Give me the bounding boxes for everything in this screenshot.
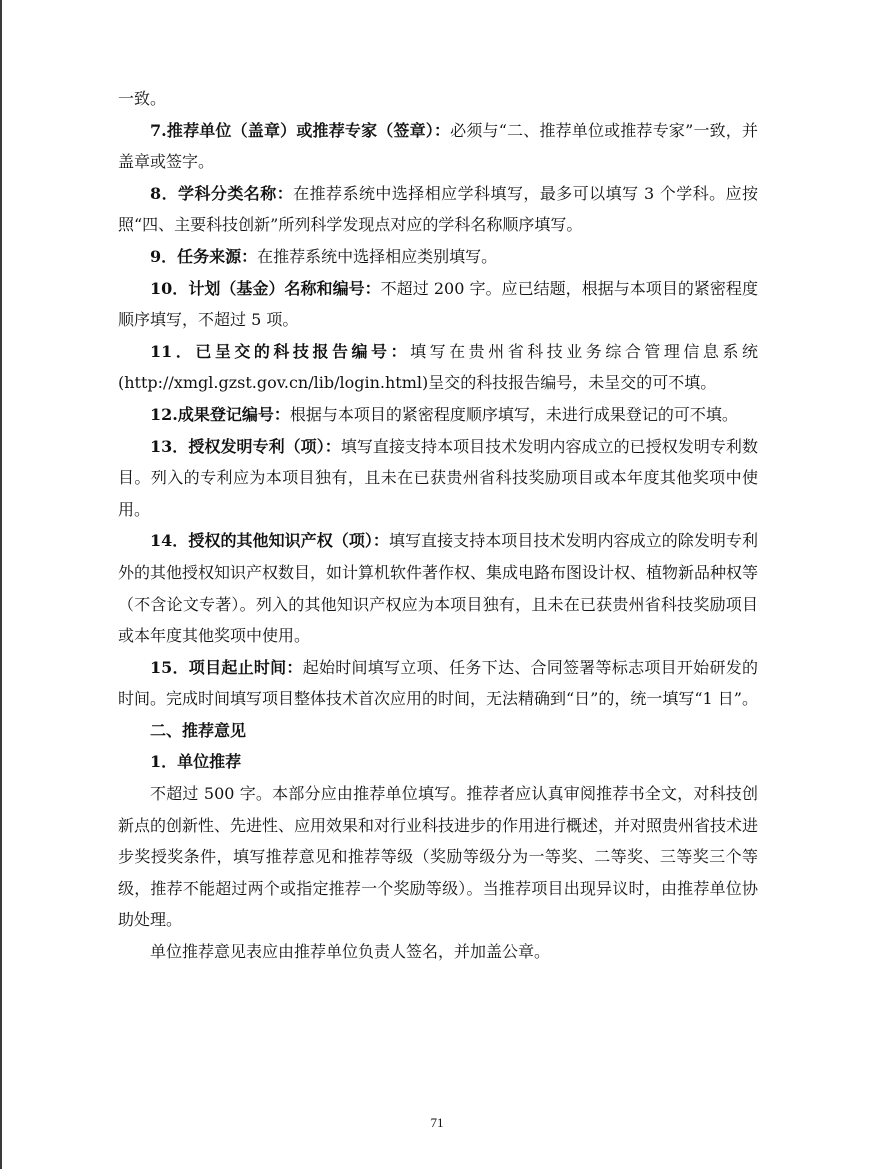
- document-page: [118, 83, 758, 968]
- item-14-other-ip: [118, 525, 758, 651]
- paragraph-label: 13．授权发明专利（项）：: [150, 436, 341, 456]
- item-8-discipline-name: [118, 178, 758, 241]
- paragraph-continuation: [118, 83, 758, 115]
- subsection-heading: 1．单位推荐: [150, 752, 242, 772]
- paragraph-text: 一致。: [118, 89, 167, 108]
- page-number: 71: [430, 1115, 444, 1130]
- unit-recommendation-body: [118, 778, 758, 936]
- section-heading: 二、推荐意见: [150, 720, 247, 740]
- item-10-plan-fund: [118, 273, 758, 336]
- item-13-invention-patents: [118, 431, 758, 526]
- item-15-project-period: [118, 652, 758, 715]
- paragraph-label: 12.成果登记编号：: [150, 404, 290, 424]
- section-heading-recommendation: [118, 715, 758, 747]
- paragraph-label: 11．已呈交的科技报告编号：: [150, 341, 411, 361]
- paragraph-label: 7.推荐单位（盖章）或推荐专家（签章）：: [150, 120, 451, 140]
- item-12-result-registration: [118, 399, 758, 431]
- item-9-task-source: [118, 241, 758, 273]
- paragraph-text: 填写直接支持本项目技术发明内容成立的除发明专利外的其他授权知识产权数目，如计算机软件著作权、集成电路布图设计权、植物新品种权等（不含论文专著）。列入的其他知识产权应为本项目独有，且未在已获贵州省科技奖励项目或本年度其他奖项中使用。: [118, 531, 759, 646]
- item-7-recommender-seal: [118, 115, 758, 178]
- page-edge-line: [0, 0, 2, 1169]
- paragraph-text: 在推荐系统中选择相应学科填写，最多可以填写 3 个学科。应按照“四、主要科技创新”所列科学发现点对应的学科名称顺序填写。: [118, 183, 758, 235]
- paragraph-label: 15．项目起止时间：: [150, 657, 303, 677]
- item-11-tech-report: [118, 336, 758, 399]
- paragraph-text: 不超过 500 字。本部分应由推荐单位填写。推荐者应认真审阅推荐书全文，对科技创新点的创新性、先进性、应用效果和对行业科技进步的作用进行概述，并对照贵州省技术进步奖授奖条件，填写推荐意见和推荐等级（奖励等级分为一等奖、二等奖、三等奖三个等级，推荐不能超过两个或指定推荐一个奖励等级）。当推荐项目出现异议时，由推荐单位协助处理。: [118, 784, 759, 930]
- paragraph-text: 起始时间填写立项、任务下达、合同签署等标志项目开始研发的时间。完成时间填写项目整体技术首次应用的时间，无法精确到“日”的，统一填写“1 日”。: [118, 657, 758, 709]
- paragraph-text: 必须与“二、推荐单位或推荐专家”一致，并盖章或签字。: [118, 120, 758, 172]
- paragraph-label: 9．任务来源：: [150, 246, 258, 266]
- paragraph-label: 14．授权的其他知识产权（项）：: [150, 531, 389, 551]
- paragraph-text: 根据与本项目的紧密程度顺序填写，未进行成果登记的可不填。: [289, 404, 738, 424]
- paragraph-label: 8．学科分类名称：: [150, 183, 294, 203]
- paragraph-text: 在推荐系统中选择相应类别填写。: [257, 246, 498, 266]
- paragraph-label: 10．计划（基金）名称和编号：: [150, 278, 381, 298]
- paragraph-text: 不超过 200 字。应已结题，根据与本项目的紧密程度顺序填写，不超过 5 项。: [118, 278, 758, 330]
- paragraph-text: 单位推荐意见表应由推荐单位负责人签名，并加盖公章。: [150, 942, 551, 962]
- paragraph-text: 填写直接支持本项目技术发明内容成立的已授权发明专利数目。列入的专利应为本项目独有，且未在已获贵州省科技奖励项目或本年度其他奖项中使用。: [118, 436, 758, 519]
- unit-recommendation-signature-note: [118, 936, 758, 968]
- paragraph-text: 填写在贵州省科技业务综合管理信息系统(http://xmgl.gzst.gov.cn/lib/login.html)呈交的科技报告编号，未呈交的可不填。: [118, 341, 758, 393]
- subsection-heading-unit: [118, 746, 758, 778]
